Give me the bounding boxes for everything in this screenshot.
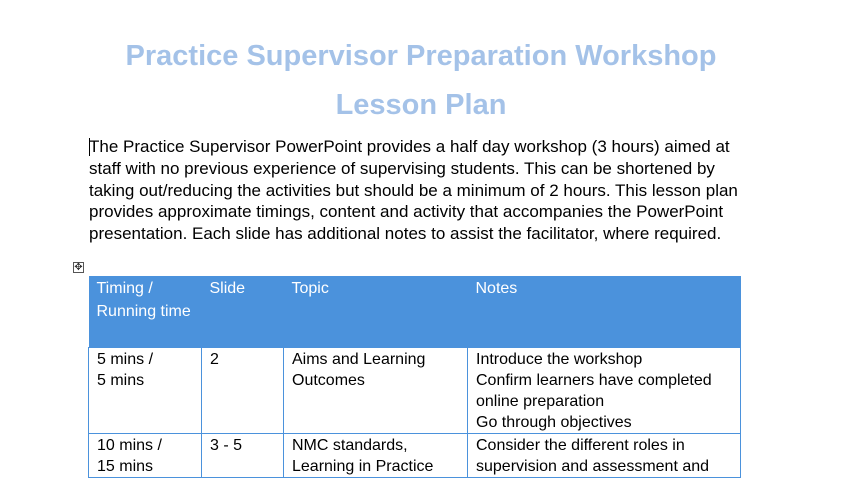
move-handle-icon[interactable]: ✥ [74, 262, 83, 273]
cell-slide[interactable] [202, 434, 284, 478]
cell-line: 5 mins [97, 372, 145, 389]
header-slide[interactable]: Slide [202, 276, 284, 348]
cell-topic[interactable] [284, 348, 468, 434]
cell-topic[interactable] [284, 434, 468, 478]
cell-line: Introduce the workshop [476, 351, 643, 368]
header-notes[interactable]: Notes [468, 276, 741, 348]
cell-line: 10 mins / [97, 437, 162, 454]
cell-line: 5 mins / [97, 351, 154, 368]
cell-line: Learning in Practice [292, 458, 434, 475]
cell-notes[interactable] [468, 348, 741, 434]
cell-timing[interactable] [89, 434, 202, 478]
table-header-row [89, 276, 741, 348]
cell-line: 15 mins [97, 458, 154, 475]
cell-line: Outcomes [292, 372, 365, 389]
cell-timing[interactable] [89, 348, 202, 434]
document-subtitle: Lesson Plan [335, 89, 507, 121]
cell-line: Go through objectives [476, 414, 632, 431]
cell-line: Confirm learners have completed online preparation [476, 372, 712, 410]
table-row [89, 434, 741, 478]
table-row [89, 348, 741, 434]
header-topic[interactable]: Topic [284, 276, 468, 348]
cell-line: 2 [210, 351, 219, 368]
cell-line: 3 - 5 [210, 437, 243, 454]
header-timing[interactable]: Timing / Running time [89, 276, 202, 348]
lesson-plan-table[interactable] [88, 276, 741, 478]
cell-line: NMC standards, [292, 437, 408, 454]
cell-slide[interactable] [202, 348, 284, 434]
cell-line: Consider the different roles in supervision and assessment and [476, 437, 710, 475]
cell-notes[interactable] [468, 434, 741, 478]
cell-line: Aims and Learning [292, 351, 426, 368]
intro-paragraph[interactable]: The Practice Supervisor PowerPoint provides a half day workshop (3 hours) aimed at staff with no previous experience of supervising students. This can be shortened by taking out/reducing the activities but should be a minimum of 2 hours. This lesson plan provides approximate timings, content and activity that accompanies the PowerPoint presentation. Each slide has additional notes to assist the facilitator, where required. [89, 137, 738, 244]
document-title: Practice Supervisor Preparation Workshop [125, 40, 717, 72]
